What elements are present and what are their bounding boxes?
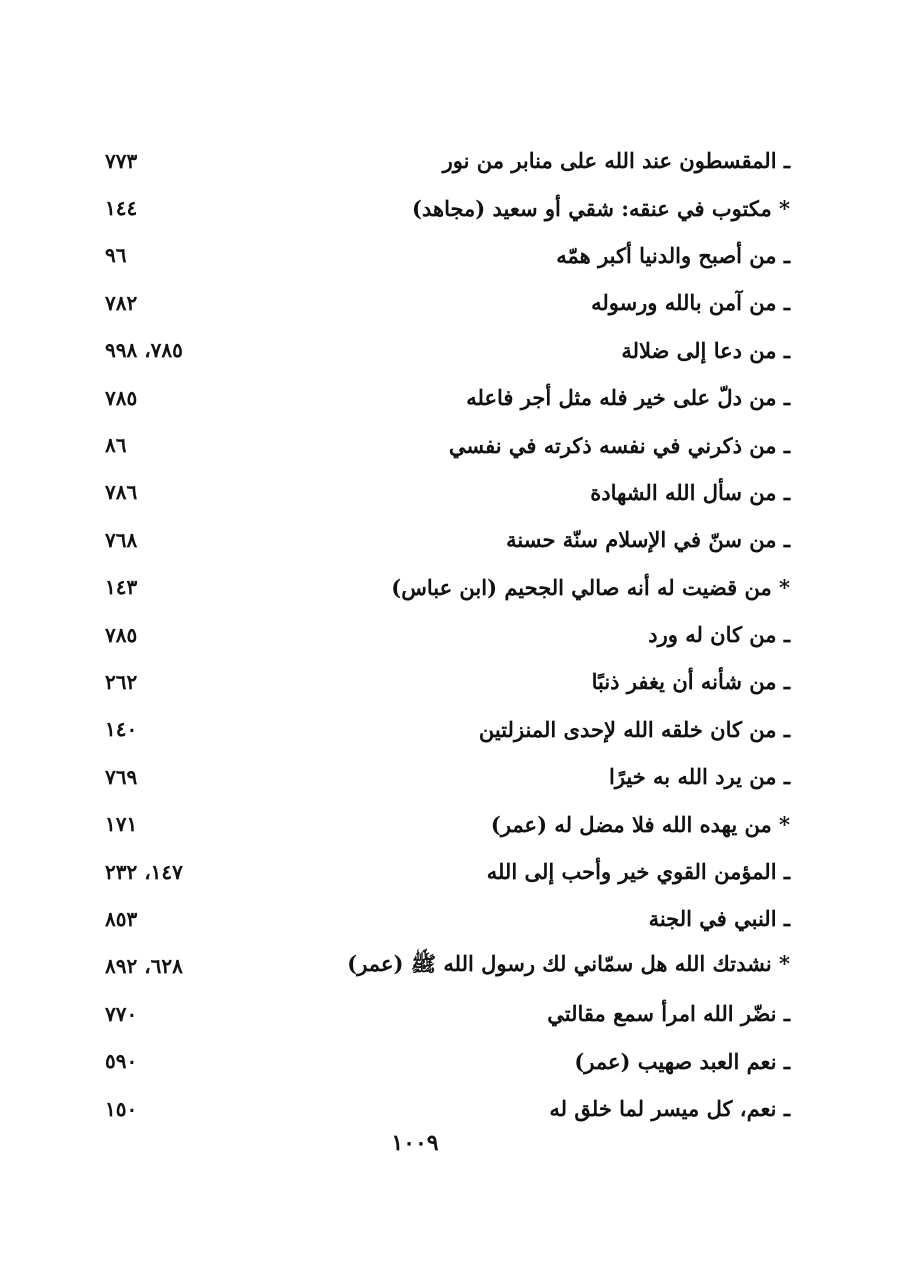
page-number: ١٠٠٩ <box>391 1130 439 1156</box>
entry-page-refs: ٧٨٥، ٩٩٨ <box>105 338 183 363</box>
entry-text: ـ المؤمن القوي خير وأحب إلى الله <box>486 859 790 885</box>
entry-page-refs: ٥٩٠ <box>105 1049 138 1074</box>
index-entry <box>105 564 790 611</box>
index-entry <box>105 184 790 231</box>
index-entry <box>105 658 790 705</box>
index-entry <box>105 516 790 563</box>
entry-page-refs: ١٤٤ <box>105 196 138 221</box>
entry-page-refs: ٧٨٥ <box>105 385 138 410</box>
index-entry <box>105 706 790 753</box>
entry-page-refs: ٨٥٣ <box>105 906 138 931</box>
entry-page-refs: ١٤٠ <box>105 717 138 742</box>
index-entry <box>105 327 790 374</box>
entry-text: ـ من سنّ في الإسلام سنّة حسنة <box>506 527 790 553</box>
entry-page-refs: ٦٢٨، ٨٩٢ <box>105 954 183 979</box>
entry-text: ـ من كان له ورد <box>648 622 790 648</box>
entry-page-refs: ٧٨٥ <box>105 622 138 647</box>
hadith-index-list <box>105 137 790 1132</box>
entry-page-refs: ١٤٧، ٢٣٢ <box>105 859 183 884</box>
entry-text: ـ المقسطون عند الله على منابر من نور <box>442 148 790 174</box>
entry-page-refs: ٧٨٢ <box>105 290 138 315</box>
entry-page-refs: ١٧١ <box>105 812 138 837</box>
index-entry <box>105 800 790 847</box>
entry-text: ـ من أصبح والدنيا أكبر همّه <box>556 242 790 268</box>
entry-page-refs: ٨٦ <box>105 433 127 458</box>
entry-text: ـ من دعا إلى ضلالة <box>621 337 790 363</box>
entry-page-refs: ٧٦٨ <box>105 527 138 552</box>
entry-text: ـ من كان خلقه الله لإحدى المنزلتين <box>478 716 790 742</box>
entry-text: ـ من يرد الله به خيرًا <box>608 764 790 790</box>
entry-page-refs: ١٤٣ <box>105 575 138 600</box>
entry-text: * نشدتك الله هل سمّاني لك رسول الله ﷺ (عمر) <box>347 950 790 976</box>
entry-text: * من قضيت له أنه صالي الجحيم (ابن عباس) <box>391 574 790 600</box>
entry-text: * مكتوب في عنقه: شقي أو سعيد (مجاهد) <box>412 195 790 221</box>
entry-text: * من يهده الله فلا مضل له (عمر) <box>490 811 790 837</box>
entry-page-refs: ٢٦٢ <box>105 669 138 694</box>
entry-text: ـ نعم، كل ميسر لما خلق له <box>549 1096 790 1121</box>
entry-text: ـ نضّر الله امرأ سمع مقالتي <box>547 1001 790 1027</box>
entry-page-refs: ٧٧٣ <box>105 148 138 173</box>
entry-page-refs: ٧٧٠ <box>105 1001 138 1026</box>
entry-text: ـ من ذكرني في نفسه ذكرته في نفسي <box>448 432 790 458</box>
entry-text: ـ من سأل الله الشهادة <box>590 479 790 505</box>
index-entry <box>105 848 790 895</box>
entry-text: ـ من شأنه أن يغفر ذنبًا <box>591 669 790 695</box>
index-entry <box>105 279 790 326</box>
entry-page-refs: ٩٦ <box>105 243 127 268</box>
entry-page-refs: ٧٦٩ <box>105 764 138 789</box>
index-entry <box>105 421 790 468</box>
entry-text: ـ من دلّ على خير فله مثل أجر فاعله <box>466 385 790 411</box>
index-entry <box>105 895 790 942</box>
index-entry <box>105 374 790 421</box>
index-entry <box>105 1037 790 1084</box>
index-entry <box>105 990 790 1037</box>
index-entry <box>105 1085 790 1132</box>
index-entry <box>105 469 790 516</box>
index-entry <box>105 753 790 800</box>
index-entry <box>105 137 790 184</box>
entry-text: ـ نعم العبد صهيب (عمر) <box>574 1048 790 1074</box>
entry-page-refs: ٧٨٦ <box>105 480 138 505</box>
entry-text: ـ النبي في الجنة <box>648 906 790 932</box>
entry-page-refs: ١٥٠ <box>105 1096 138 1121</box>
index-entry <box>105 943 790 990</box>
index-entry <box>105 232 790 279</box>
index-entry <box>105 611 790 658</box>
entry-text: ـ من آمن بالله ورسوله <box>591 290 790 316</box>
